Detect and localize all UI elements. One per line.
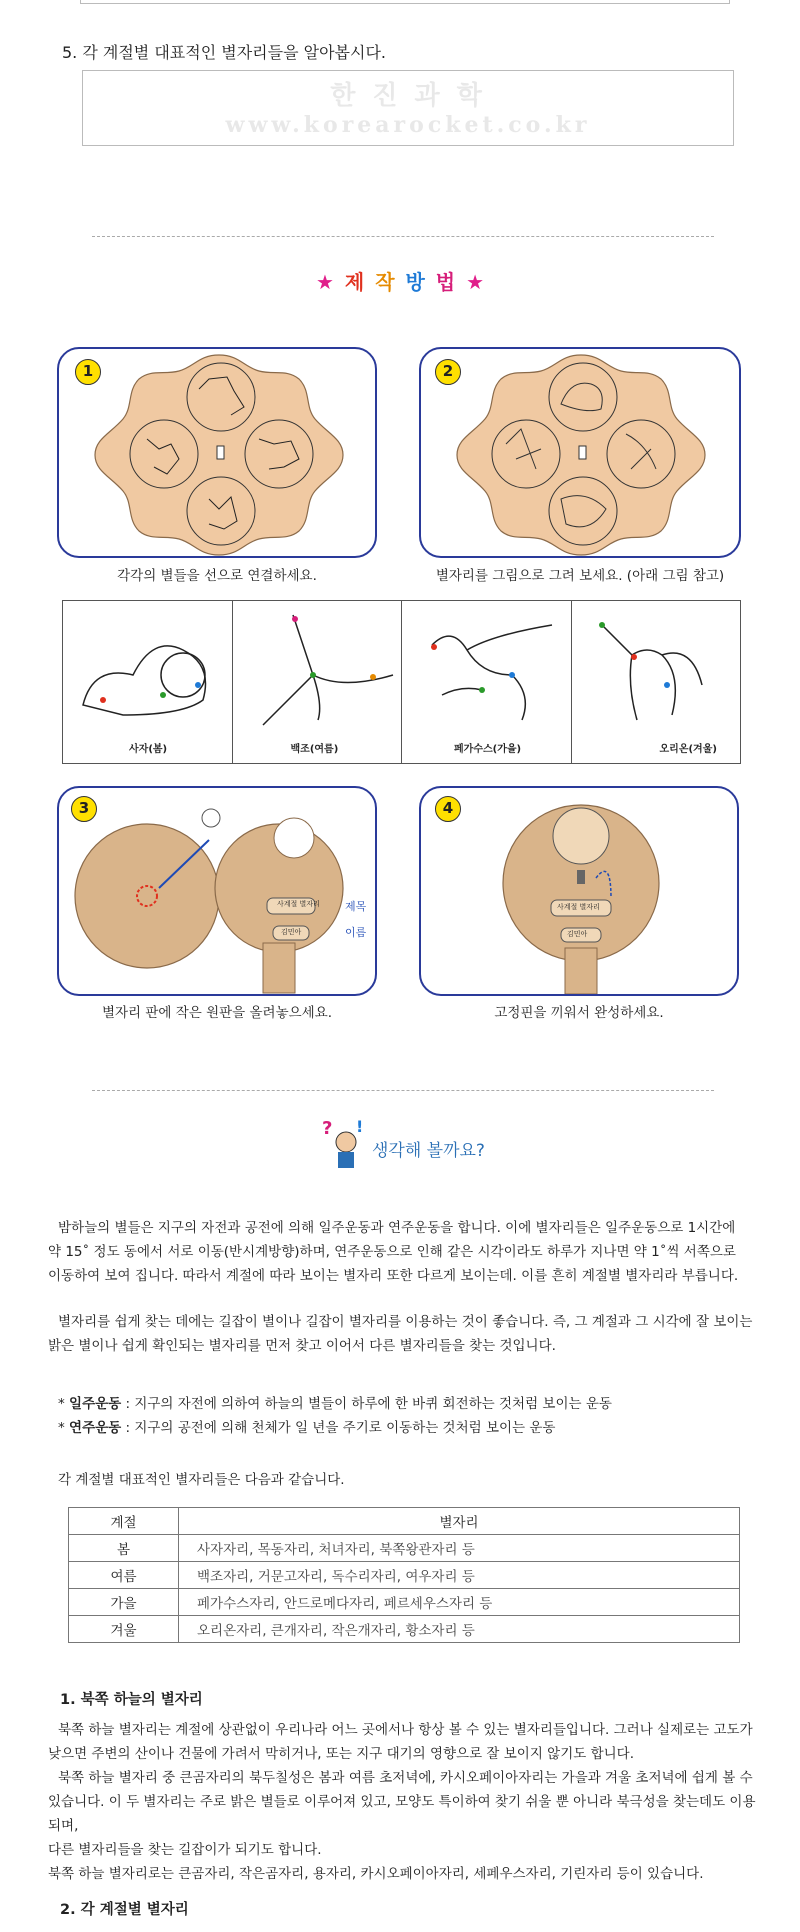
paragraph-line: 약 15˚ 정도 동에서 서로 이동(반시계방향)하며, 연주운동으로 인해 같은 시각이라도 하루가 지나면 약 1˚씩 서쪽으로 — [48, 1244, 736, 1260]
swan-drawing-icon — [233, 605, 401, 735]
step2-number: 2 — [435, 359, 461, 385]
plate-title-text: 사계절 별자리 — [557, 903, 600, 911]
paragraph-1 — [48, 1216, 768, 1288]
title-char: 방 — [405, 270, 425, 294]
plate-name-text: 김민아 — [567, 930, 588, 938]
paragraph-line: 밝은 별이나 쉽게 확인되는 별자리를 먼저 찾고 이어서 다른 별자리들을 찾는 것입니다. — [48, 1338, 556, 1354]
strip-cell-pegasus — [402, 601, 572, 763]
lion-drawing-icon — [63, 605, 231, 735]
definition-item: * 일주운동 : 지구의 자전에 의하여 하늘의 별들이 하루에 한 바퀴 회전하는 것처럼 보이는 운동 — [58, 1396, 612, 1412]
tag-name: 이름 — [345, 926, 367, 939]
season-cell: 가을 — [69, 1589, 179, 1616]
definition-text: : 지구의 자전에 의하여 하늘의 별들이 하루에 한 바퀴 회전하는 것처럼 보이는 운동 — [121, 1396, 612, 1412]
svg-text:?: ? — [322, 1118, 333, 1139]
paragraph-line: 이동하여 보여 집니다. 따라서 계절에 따라 보이는 별자리 또한 다르게 보이는데. 이를 흔히 계절별 별자리라 부릅니다. — [48, 1268, 739, 1284]
definition-text: : 지구의 공전에 의해 천체가 일 년을 주기로 이동하는 것처럼 보이는 운동 — [121, 1420, 556, 1436]
season-cell: 봄 — [69, 1535, 179, 1562]
tag-title: 제목 — [345, 900, 367, 913]
definitions — [58, 1392, 778, 1440]
step4-caption: 고정핀을 끼워서 완성하세요. — [494, 1005, 664, 1021]
title-char: 작 — [375, 270, 395, 294]
plate-title-text: 사계절 별자리 — [277, 900, 320, 908]
constellation-strip — [62, 600, 741, 764]
paragraph-line: 다른 별자리들을 찾는 길잡이가 되기도 합니다. — [48, 1842, 322, 1858]
finished-illustration — [421, 788, 739, 996]
previous-answer-box-edge — [80, 0, 730, 4]
definition-term: 일주운동 — [69, 1396, 122, 1412]
constellations-cell: 백조자리, 거문고자리, 독수리자리, 여우자리 등 — [179, 1562, 740, 1589]
paragraph-line: 별자리를 쉽게 찾는 데에는 길잡이 별이나 길잡이 별자리를 이용하는 것이 좋습니다. 즉, 그 계절과 그 시각에 잘 보이는 — [58, 1314, 753, 1330]
drawn-disc-illustration — [421, 349, 741, 558]
assembly-illustration — [59, 788, 377, 996]
table-header-row — [69, 1508, 740, 1535]
divider — [92, 1090, 714, 1091]
constellations-cell: 사자자리, 목동자리, 처녀자리, 북쪽왕관자리 등 — [179, 1535, 740, 1562]
strip-label: 페가수스(가을) — [454, 744, 522, 755]
strip-label: 사자(봄) — [129, 744, 168, 755]
think-header — [320, 1116, 500, 1172]
paragraph-line: 북쪽 하늘 별자리로는 큰곰자리, 작은곰자리, 용자리, 카시오페이아자리, 세페우스자리, 기린자리 등이 있습니다. — [48, 1866, 704, 1882]
constellation-disc-illustration — [59, 349, 377, 558]
step3-panel — [57, 786, 377, 996]
step3-caption: 별자리 판에 작은 원판을 올려놓으세요. — [101, 1005, 333, 1021]
table-row — [69, 1535, 740, 1562]
step2-panel — [419, 347, 741, 558]
pegasus-drawing-icon — [402, 605, 570, 735]
method-title — [0, 266, 800, 295]
thinking-kid-icon — [320, 1116, 372, 1172]
plate-name-text: 김민아 — [281, 928, 302, 936]
strip-cell-lion — [63, 601, 233, 763]
definition-term: 연주운동 — [69, 1420, 122, 1436]
season-cell: 여름 — [69, 1562, 179, 1589]
step1-number: 1 — [75, 359, 101, 385]
section1-body — [48, 1718, 768, 1886]
step3-number: 3 — [71, 796, 97, 822]
paragraph-line: 북쪽 하늘 별자리는 계절에 상관없이 우리나라 어느 곳에서나 항상 볼 수 있는 별자리들입니다. 그러나 실제로는 고도가 — [58, 1722, 753, 1738]
paragraph-line: 밤하늘의 별들은 지구의 자전과 공전에 의해 일주운동과 연주운동을 합니다. 이에 별자리들은 일주운동으로 1시간에 — [58, 1220, 736, 1236]
step1-caption: 각각의 별들을 선으로 연결하세요. — [117, 568, 317, 584]
constellations-cell: 페가수스자리, 안드로메다자리, 페르세우스자리 등 — [179, 1589, 740, 1616]
paragraph-2 — [48, 1310, 768, 1358]
title-char: 법 — [435, 270, 456, 294]
season-cell: 겨울 — [69, 1616, 179, 1643]
answer-box[interactable] — [82, 70, 734, 146]
table-header: 계절 — [69, 1508, 179, 1535]
star-icon: ★ — [315, 270, 334, 294]
strip-label: 백조(여름) — [290, 744, 339, 755]
step4-panel — [419, 786, 739, 996]
watermark-line1: 한 진 과 학 — [330, 81, 486, 111]
section2-title: 2. 각 계절별 별자리 — [60, 1902, 189, 1918]
watermark-line2: www.korearocket.co.kr — [225, 112, 591, 138]
paragraph-line: 낮으면 주변의 산이나 건물에 가려서 막히거나, 또는 지구 대기의 영향으로 잘 보이지 않기도 합니다. — [48, 1746, 635, 1762]
section1-title: 1. 북쪽 하늘의 별자리 — [60, 1692, 203, 1708]
step4-number: 4 — [435, 796, 461, 822]
constellations-cell: 오리온자리, 큰개자리, 작은개자리, 황소자리 등 — [179, 1616, 740, 1643]
table-row — [69, 1589, 740, 1616]
paragraph-line: 북쪽 하늘 별자리 중 큰곰자리의 북두칠성은 봄과 여름 초저녁에, 카시오페이아자리는 가을과 겨울 초저녁에 쉽게 볼 수 — [58, 1770, 753, 1786]
strip-label: 오리온(겨울) — [659, 744, 717, 755]
svg-text:!: ! — [356, 1117, 364, 1136]
table-row — [69, 1562, 740, 1589]
star-icon: ★ — [466, 270, 485, 294]
strip-cell-swan — [233, 601, 403, 763]
question-5: 5. 각 계절별 대표적인 별자리들을 알아봅시다. — [62, 43, 386, 62]
orion-drawing-icon — [572, 605, 740, 735]
definition-item: * 연주운동 : 지구의 공전에 의해 천체가 일 년을 주기로 이동하는 것처럼 보이는 운동 — [58, 1420, 556, 1436]
table-header: 별자리 — [179, 1508, 740, 1535]
table-intro: 각 계절별 대표적인 별자리들은 다음과 같습니다. — [58, 1472, 345, 1488]
title-char: 제 — [344, 270, 365, 294]
think-title: 생각해 볼까요? — [372, 1141, 485, 1161]
season-table — [68, 1507, 740, 1643]
divider — [92, 236, 714, 237]
paragraph-line: 있습니다. 이 두 별자리는 주로 밝은 별들로 이루어져 있고, 모양도 특이하여 찾기 쉬울 뿐 아니라 북극성을 찾는데도 이용되며, — [48, 1794, 756, 1834]
step1-panel — [57, 347, 377, 558]
strip-cell-orion — [572, 601, 741, 763]
step2-caption: 별자리를 그림으로 그려 보세요. (아래 그림 참고) — [435, 568, 725, 584]
table-row — [69, 1616, 740, 1643]
